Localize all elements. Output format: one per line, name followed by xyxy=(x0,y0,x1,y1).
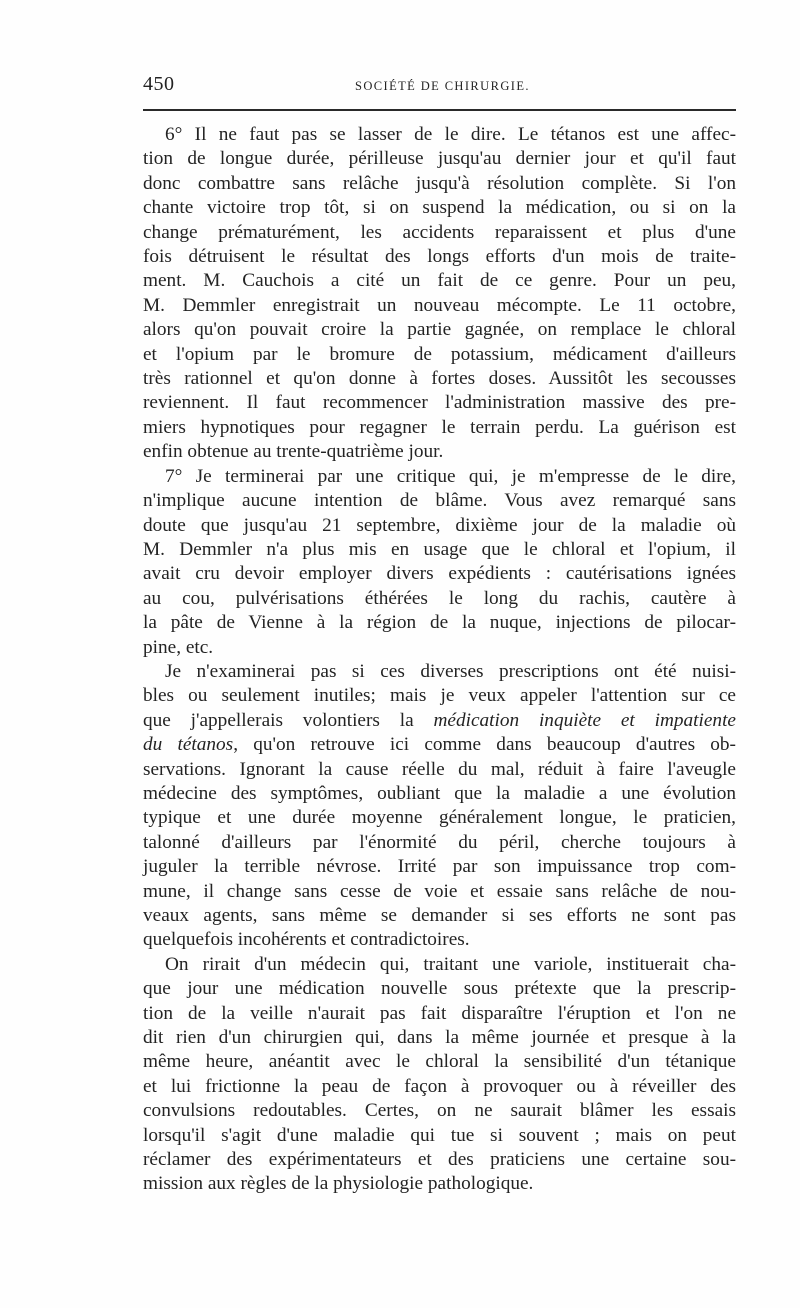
text-line: donc combattre sans relâche jusqu'à résolution complète. Si l'on xyxy=(143,172,736,194)
paragraph-1 xyxy=(143,123,736,465)
italic-phrase: médication inquiète et impatiente xyxy=(433,709,736,731)
text-line: et l'opium par le bromure de potassium, médicament d'ailleurs xyxy=(143,343,736,365)
text-run: que j'appellerais volontiers la xyxy=(143,709,434,731)
text-line: 6° Il ne faut pas se lasser de le dire. Le tétanos est une affec- xyxy=(165,124,736,145)
text-line: dit rien d'un chirurgien qui, dans la même journée et presque à la xyxy=(143,1027,736,1049)
text-line: Je n'examinerai pas si ces diverses prescriptions ont été nuisi- xyxy=(165,660,736,682)
running-head xyxy=(143,73,736,103)
text-line: veaux agents, sans même se demander si ses efforts ne sont pas xyxy=(143,905,736,926)
paragraph-3 xyxy=(143,660,736,953)
text-line: 7° Je terminerai par une critique qui, je m'empresse de le dire, xyxy=(165,465,736,487)
paragraph-2 xyxy=(143,465,736,660)
text-line: n'implique aucune intention de blâme. Vous avez remarqué sans xyxy=(143,490,736,512)
text-line: avait cru devoir employer divers expédients : cautérisations ignées xyxy=(143,563,736,585)
text-line: chante victoire trop tôt, si on suspend la médication, ou si on la xyxy=(143,197,736,219)
text-line: réclamer des expérimentateurs et des praticiens une certaine sou- xyxy=(143,1149,736,1171)
text-line: et lui frictionne la peau de façon à provoquer ou à réveiller des xyxy=(143,1075,736,1097)
text-line: pine, etc. xyxy=(143,636,214,658)
text-line: reviennent. Il faut recommencer l'administration massive des pre- xyxy=(143,392,736,414)
text-line: médecine des symptômes, oubliant que la maladie a une évolution xyxy=(143,782,736,804)
text-line: talonné d'ailleurs par l'énormité du péril, cherche toujours à xyxy=(143,831,736,853)
italic-phrase: du tétanos xyxy=(143,734,234,756)
text-line: change prématurément, les accidents reparaissent et plus d'une xyxy=(143,221,736,243)
text-line: servations. Ignorant la cause réelle du mal, réduit à faire l'aveugle xyxy=(143,758,736,780)
text-line: enfin obtenue au trente-quatrième jour. xyxy=(143,441,444,463)
text-line: tion de longue durée, périlleuse jusqu'au dernier jour et qu'il faut xyxy=(143,148,736,170)
text-line: lorsqu'il s'agit d'une maladie qui tue si souvent ; mais on peut xyxy=(143,1124,736,1146)
text-line: bles ou seulement inutiles; mais je veux appeler l'attention sur ce xyxy=(143,685,736,707)
text-line: typique et une durée moyenne généralement longue, le praticien, xyxy=(143,807,736,829)
text-line: convulsions redoutables. Certes, on ne saurait blâmer les essais xyxy=(143,1100,736,1122)
text-line: même heure, anéantit avec le chloral la sensibilité d'un tétanique xyxy=(143,1051,736,1073)
text-line: la pâte de Vienne à la région de la nuque, injections de pilocar- xyxy=(143,612,736,634)
text-line-with-emphasis xyxy=(143,709,736,733)
text-line-with-emphasis xyxy=(143,733,736,757)
text-line: On rirait d'un médecin qui, traitant une variole, instituerait cha- xyxy=(165,953,736,975)
text-line: mission aux règles de la physiologie pathologique. xyxy=(143,1173,534,1195)
text-line: M. Demmler enregistrait un nouveau mécompte. Le 11 octobre, xyxy=(143,294,736,316)
text-line: juguler la terrible névrose. Irrité par son impuissance trop com- xyxy=(143,856,736,878)
text-line: au cou, pulvérisations éthérées le long du rachis, cautère à xyxy=(143,587,736,609)
text-line: quelquefois incohérents et contradictoires. xyxy=(143,929,470,951)
page-number: 450 xyxy=(143,73,175,95)
paragraph-4 xyxy=(143,953,736,1197)
text-line: tion de la veille n'aurait pas fait disparaître l'éruption et l'on ne xyxy=(143,1002,736,1024)
text-run: , qu'on retrouve ici comme dans beaucoup d'autres ob- xyxy=(233,734,736,756)
text-line: alors qu'on pouvait croire la partie gagnée, on remplace le chloral xyxy=(143,319,736,341)
body-text xyxy=(143,123,736,1197)
text-line: mune, il change sans cesse de voie et essaie sans relâche de nou- xyxy=(143,880,736,902)
text-line: très rationnel et qu'on donne à fortes doses. Aussitôt les secousses xyxy=(143,368,736,390)
text-line: que jour une médication nouvelle sous prétexte que la prescrip- xyxy=(143,978,736,1000)
text-line: ment. M. Cauchois a cité un fait de ce genre. Pour un peu, xyxy=(143,270,736,292)
header-rule xyxy=(143,109,736,111)
text-line: miers hypnotiques pour regagner le terrain perdu. La guérison est xyxy=(143,416,736,438)
text-line: fois détruisent le résultat des longs efforts d'un mois de traite- xyxy=(143,246,736,268)
journal-title: SOCIÉTÉ DE CHIRURGIE. xyxy=(355,79,530,93)
text-line: M. Demmler n'a plus mis en usage que le chloral et l'opium, il xyxy=(143,538,736,560)
text-line: doute que jusqu'au 21 septembre, dixième jour de la maladie où xyxy=(143,514,736,536)
